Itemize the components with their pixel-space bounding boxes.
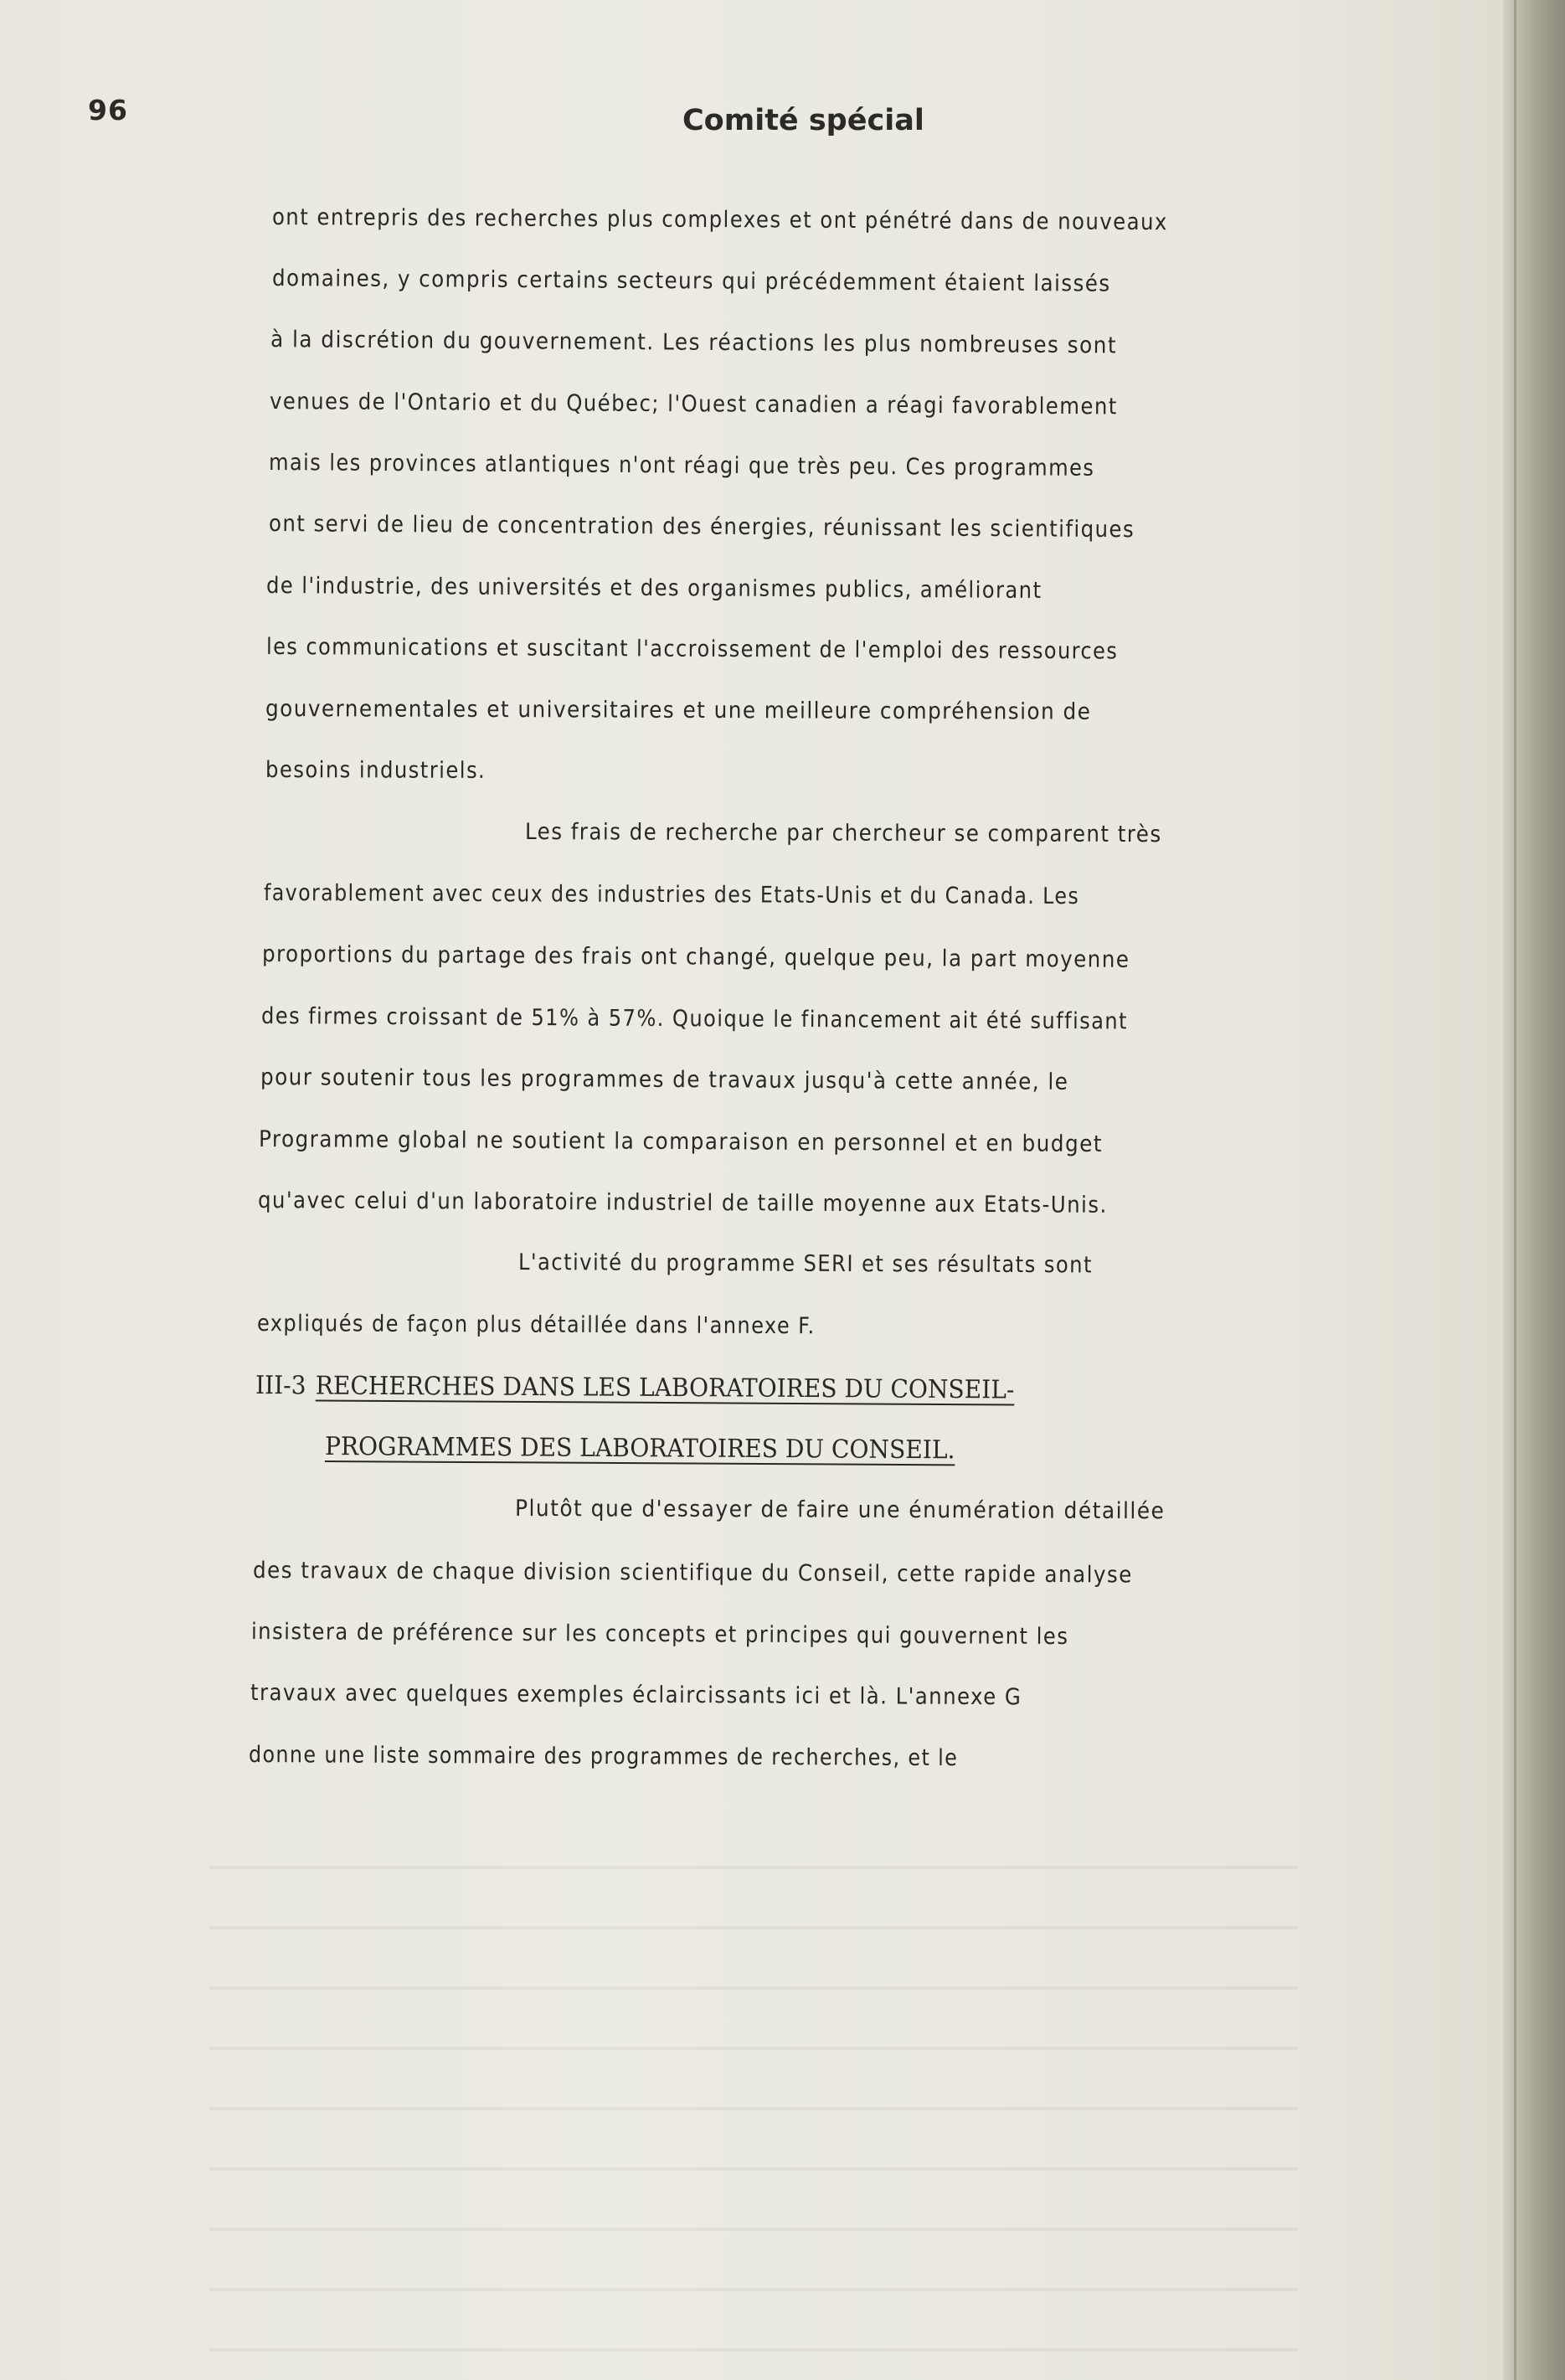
body-line: mais les provinces atlantiques n'ont réagi que très peu. Ces programmes bbox=[268, 450, 1095, 482]
body-line: ont servi de lieu de concentration des énergies, réunissant les scientifiques bbox=[268, 511, 1135, 543]
body-line: pour soutenir tous les programmes de travaux jusqu'à cette année, le bbox=[260, 1064, 1069, 1095]
body-line: ont entrepris des recherches plus complexes et ont pénétré dans de nouveaux bbox=[271, 204, 1168, 236]
body-line: de l'industrie, des universités et des organismes publics, améliorant bbox=[265, 573, 1042, 604]
body-line: Les frais de recherche par chercheur se comparent très bbox=[524, 819, 1162, 848]
body-line: Programme global ne soutient la comparaison en personnel et en budget bbox=[258, 1126, 1104, 1157]
body-line: favorablement avec ceux des industries des Etats-Unis et du Canada. Les bbox=[263, 880, 1080, 910]
body-line: besoins industriels. bbox=[265, 757, 486, 784]
section-number: III-3 bbox=[255, 1371, 306, 1401]
body-line: donne une liste sommaire des programmes de recherches, et le bbox=[248, 1742, 959, 1772]
body-line: domaines, y compris certains secteurs qui précédemment étaient laissés bbox=[271, 265, 1111, 297]
body-line: travaux avec quelques exemples éclaircissants ici et là. L'annexe G bbox=[250, 1680, 1022, 1711]
section-heading bbox=[255, 1371, 1015, 1405]
section-heading-line-2: PROGRAMMES DES LABORATOIRES DU CONSEIL. bbox=[324, 1432, 955, 1466]
body-line: à la discrétion du gouvernement. Les réactions les plus nombreuses sont bbox=[270, 327, 1118, 359]
body-line: insistera de préférence sur les concepts et principes qui gouvernent les bbox=[250, 1619, 1069, 1651]
body-line: les communications et suscitant l'accroissement de l'emploi des ressources bbox=[265, 634, 1119, 665]
page-edge bbox=[1514, 0, 1516, 2380]
bleed-through-text bbox=[209, 1826, 1298, 2380]
book-binding-gutter bbox=[1503, 0, 1565, 2380]
body-line: L'activité du programme SERI et ses résultats sont bbox=[517, 1249, 1094, 1279]
body-line: expliqués de façon plus détaillée dans l'annexe F. bbox=[256, 1311, 816, 1340]
section-heading-line-1: RECHERCHES DANS LES LABORATOIRES DU CONSEIL- bbox=[315, 1371, 1015, 1405]
body-line: des travaux de chaque division scientifique du Conseil, cette rapide analyse bbox=[252, 1558, 1133, 1589]
body-line: des firmes croissant de 51% à 57%. Quoique le financement ait été suffisant bbox=[260, 1003, 1129, 1035]
body-line: gouvernementales et universitaires et une meilleure compréhension de bbox=[265, 696, 1092, 725]
body-line: Plutôt que d'essayer de faire une énumération détaillée bbox=[514, 1496, 1166, 1525]
section-heading-continued bbox=[325, 1432, 955, 1465]
body-line: venues de l'Ontario et du Québec; l'Ouest canadien a réagi favorablement bbox=[269, 389, 1118, 420]
body-line: proportions du partage des frais ont changé, quelque peu, la part moyenne bbox=[261, 941, 1130, 973]
body-line: qu'avec celui d'un laboratoire industriel de taille moyenne aux Etats-Unis. bbox=[257, 1187, 1108, 1218]
page-number: 96 bbox=[88, 94, 128, 126]
page-title: Comité spécial bbox=[682, 104, 924, 137]
